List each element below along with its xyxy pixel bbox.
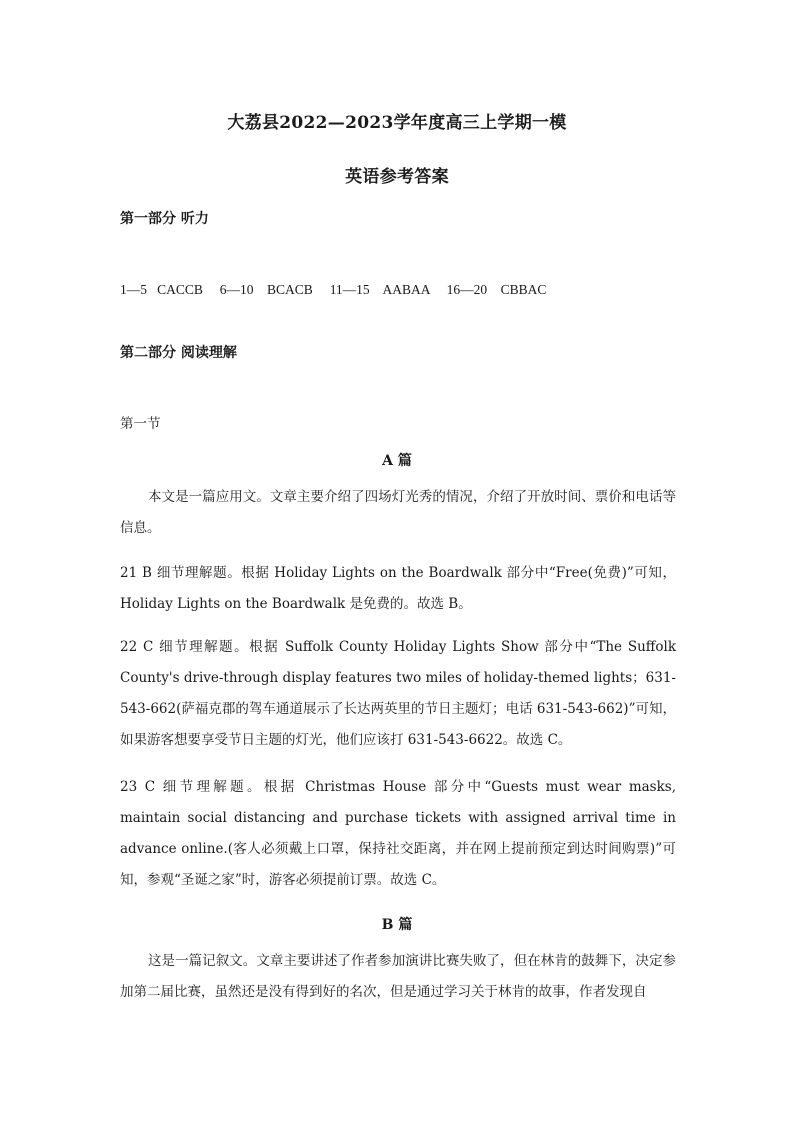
answer-group-answers: AABAA (382, 282, 430, 297)
part1-heading: 第一部分 听力 (120, 211, 209, 227)
part2-heading: 第二部分 阅读理解 (120, 345, 237, 361)
answer-23: 23 C 细节理解题。根据 Christmas House 部分中“Guests must wear masks, maintain social distancing and purchase tickets with assigned arrival time in advance online.(客人必须戴上口罩，保持社交距离，并在网上提前预定到达时间购票)”可知，参观“圣诞之家”时，游客必须提前订票。故选 C。 (120, 779, 676, 888)
document-title: 大荔县2022—2023学年度高三上学期一模 (227, 113, 567, 133)
section-label: 第一节 (120, 416, 161, 432)
answer-22: 22 C 细节理解题。根据 Suffolk County Holiday Lights Show 部分中“The Suffolk County's drive-through display features two miles of holiday-themed lights；631-543-662(萨福克郡的驾车通道展示了长达两英里的节日主题灯；电话 631-543-662)”可知，如果游客想要享受节日主题的灯光，他们应该打 631-543-6622。故选 C。 (120, 639, 676, 748)
answer-group-range: 11—15 (329, 282, 370, 297)
passage-b-label: B 篇 (381, 917, 413, 933)
answer-group-range: 6—10 (219, 282, 254, 297)
answer-group-range: 1—5 (120, 282, 147, 297)
answer-21: 21 B 细节理解题。根据 Holiday Lights on the Boardwalk 部分中“Free(免费)”可知，Holiday Lights on the Boardwalk 是免费的。故选 B。 (120, 565, 676, 612)
passage-a-label: A 篇 (382, 453, 412, 469)
answer-group-answers: BCACB (267, 282, 313, 297)
document-subtitle: 英语参考答案 (345, 167, 449, 187)
answer-group-answers: CACCB (157, 282, 203, 297)
answer-group-answers: CBBAC (500, 282, 547, 297)
passage-a-summary: 本文是一篇应用文。文章主要介绍了四场灯光秀的情况，介绍了开放时间、票价和电话等信息。 (120, 489, 676, 536)
passage-b-summary: 这是一篇记叙文。文章主要讲述了作者参加演讲比赛失败了，但在林肯的鼓舞下，决定参加第二届比赛，虽然还是没有得到好的名次，但是通过学习关于林肯的故事，作者发现自 (120, 953, 676, 1000)
answer-group-range: 16—20 (446, 282, 488, 297)
listening-answers (120, 282, 546, 298)
